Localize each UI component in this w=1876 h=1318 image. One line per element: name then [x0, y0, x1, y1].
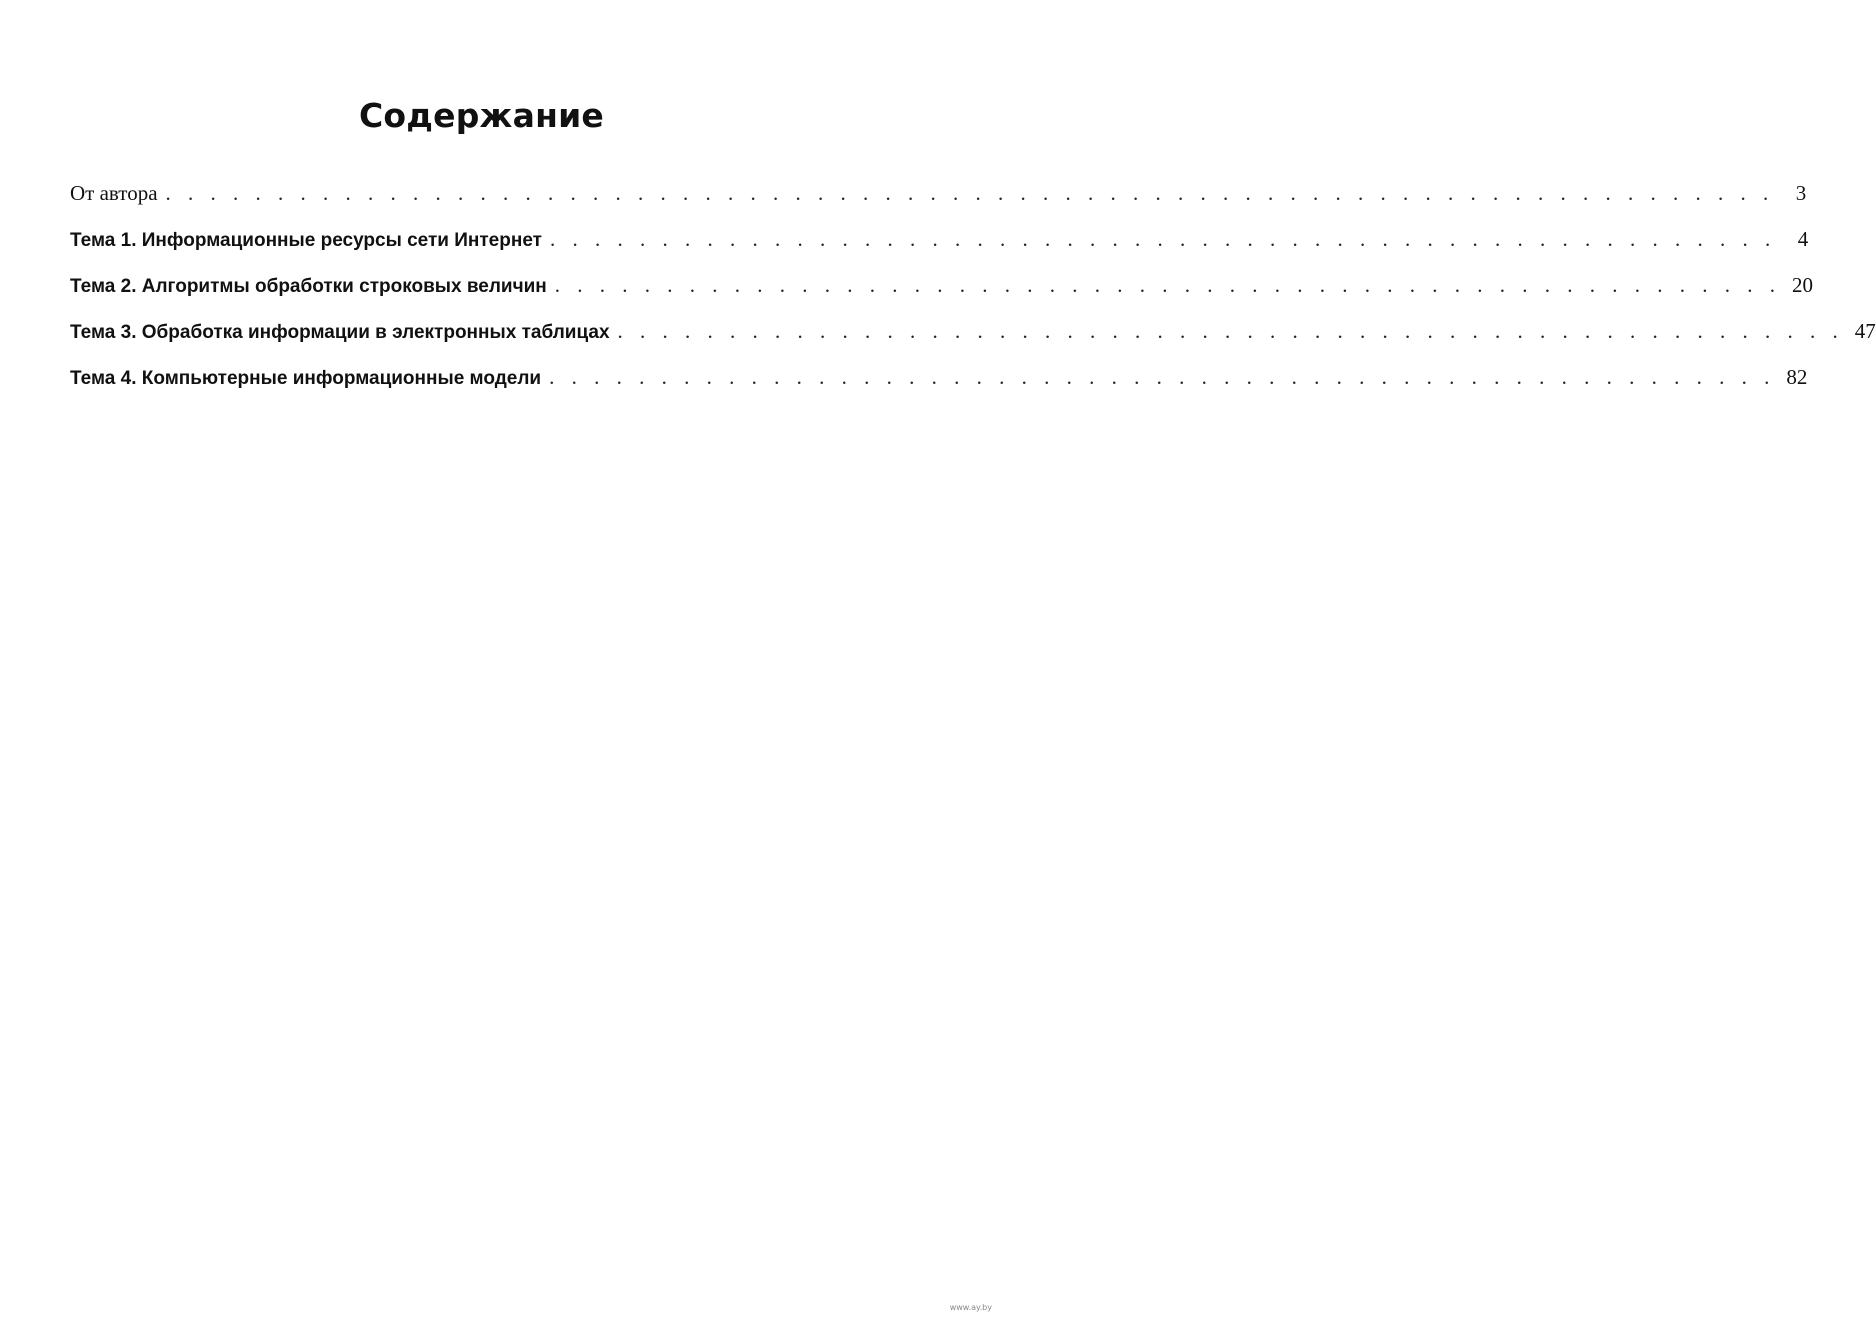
toc-entry-title [70, 360, 541, 396]
toc-entry-number: Тема 3 [70, 322, 132, 343]
toc-entry-page: 4 [1797, 227, 1809, 251]
toc-entry-separator: . [131, 230, 142, 251]
toc-entry-page: 82 [1786, 365, 1808, 389]
toc-entry [70, 176, 1807, 222]
toc-entry-number: Тема 2 [70, 276, 132, 297]
toc-entry-separator: . [131, 276, 142, 297]
toc-entry-title [70, 314, 610, 350]
toc-entry-separator: . [131, 322, 142, 343]
toc-entry-page: 20 [1792, 273, 1814, 297]
toc-entry [70, 360, 1808, 406]
toc-entry-number: Тема 4 [70, 368, 132, 389]
toc-entry [70, 268, 1814, 314]
toc-leader-dots: . . . . . . . . . . . . . . . . . . . . . . . . . . . . . . . . . . . . . . . . . . . . . . . . . . . . . . . [554, 273, 1782, 297]
toc-entry-title [70, 222, 542, 258]
toc-entry-title [70, 268, 547, 304]
toc-entry-label: Информационные ресурсы сети Интернет [141, 230, 542, 251]
toc-entry-label: От автора [70, 181, 158, 205]
toc-leader-dots: . . . . . . . . . . . . . . . . . . . . . . . . . . . . . . . . . . . . . . . . . . . . . . . . . . . . . . . . . . . . . . . . . . . . . . . . [165, 181, 1775, 205]
toc-entry-separator: . [131, 368, 142, 389]
table-of-contents [70, 176, 1876, 406]
watermark: www.ay.by [949, 1303, 992, 1312]
toc-entry [70, 314, 1876, 360]
toc-leader-dots: . . . . . . . . . . . . . . . . . . . . . . . . . . . . . . . . . . . . . . . . . . . . . . . . . . . . . . . [617, 319, 1844, 343]
toc-leader-dots: . . . . . . . . . . . . . . . . . . . . . . . . . . . . . . . . . . . . . . . . . . . . . . . . . . . . . . . [549, 227, 1777, 251]
toc-entry-title [70, 176, 158, 210]
toc-entry-page: 3 [1795, 181, 1807, 205]
toc-entry-number: Тема 1 [70, 230, 132, 251]
toc-entry-page: 47 [1854, 319, 1876, 343]
toc-entry-label: Компьютерные информационные модели [141, 368, 542, 389]
toc-entry-label: Алгоритмы обработки строковых величин [141, 276, 547, 297]
toc-entry-label: Обработка информации в электронных таблицах [141, 322, 610, 343]
toc-entry [70, 222, 1809, 268]
page-title: Содержание [359, 96, 604, 135]
toc-leader-dots: . . . . . . . . . . . . . . . . . . . . . . . . . . . . . . . . . . . . . . . . . . . . . . . . . . . . . . . [549, 365, 1776, 389]
